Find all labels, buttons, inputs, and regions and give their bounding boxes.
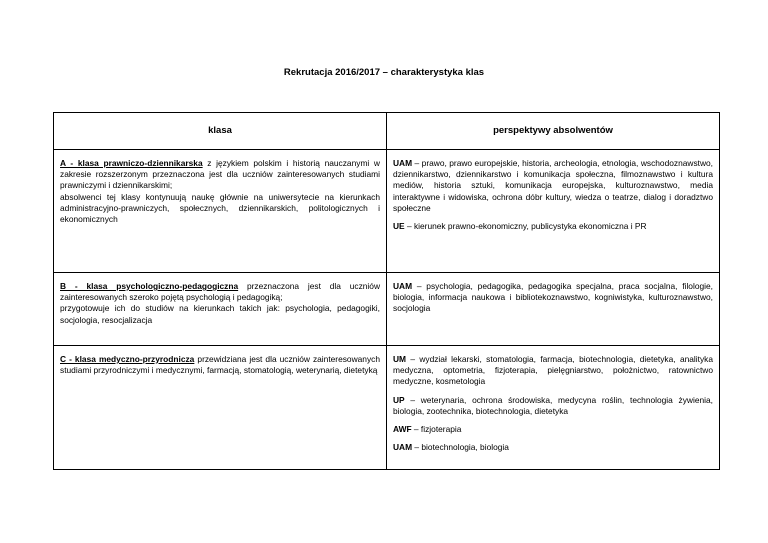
university-name: UAM (393, 158, 413, 168)
class-description: przewidziana jest dla uczniów zainteresowanych studiami przyrodniczymi i medycznymi, farmacją, stomatologią, weterynarią, dietetyką (60, 354, 380, 376)
table-row (54, 150, 720, 273)
class-name: A - klasa prawniczo-dziennikarska (60, 158, 203, 168)
university-name: AWF (393, 424, 412, 435)
table-row (54, 273, 720, 346)
prospects-cell (387, 273, 720, 346)
prospect-text: – weterynaria, ochrona środowiska, medycyna roślin, technologia żywienia, biologia, zootechnika, biotechnologia, dietetyka (393, 394, 713, 416)
university-name: UAM (393, 442, 413, 453)
class-description-2: przygotowuje ich do studiów na kierunkach takich jak: psychologia, pedagogiki, socjologia, resocjalizacja (60, 303, 380, 325)
university-name: UE (393, 221, 405, 232)
university-name: UAM (393, 281, 413, 291)
class-description: z językiem polskim i historią nauczanymi w zakresie rozszerzonym przeznaczona jest dla uczniów zainteresowanych studiami prawniczymi i dziennikarskimi; (60, 158, 380, 191)
class-cell (54, 346, 387, 470)
prospect-text: – wydział lekarski, stomatologia, farmacja, biotechnologia, dietetyka, analityka medyczna, optometria, fizjoterapia, pielęgniarstwo, położnictwo, ratownictwo medyczne, kosmetologia (393, 354, 713, 387)
prospect-text: – psychologia, pedagogika, pedagogika specjalna, praca socjalna, filologie, biologia, informacja naukowa i bibliotekoznawstwo, kogniwistyka, kulturoznawstwo, socjologia (393, 281, 713, 314)
prospects-cell (387, 150, 720, 273)
class-cell (54, 273, 387, 346)
class-description-2: absolwenci tej klasy kontynuują naukę głównie na uniwersytecie na kierunkach administracyjno-prawniczych, społecznych, dziennikarskich, politologicznych i ekonomicznych (60, 191, 380, 225)
class-cell (54, 150, 387, 273)
header-class: klasa (54, 113, 387, 150)
header-prospects: perspektywy absolwentów (387, 113, 720, 150)
class-description: przeznaczona jest dla uczniów zainteresowanych szeroko pojętą psychologią i pedagogiką; (60, 281, 380, 303)
class-name: C - klasa medyczno-przyrodnicza (60, 354, 195, 364)
university-name: UM (393, 354, 407, 364)
university-name: UP (393, 394, 405, 405)
prospect-text: – biotechnologia, biologia (412, 442, 509, 453)
prospect-text: – kierunek prawno-ekonomiczny, publicystyka ekonomiczna i PR (404, 221, 647, 232)
prospects-cell (387, 346, 720, 470)
prospect-text: – prawo, prawo europejskie, historia, archeologia, etnologia, wschodoznawstwo, dziennikarstwo, dziennikarstwo i komunikacja społeczna, filmoznawstwo i kultura mediów, historia sztuki, komunikacja europejska, kulturoznawstwo, media interaktywne i widowiska, ochrona dóbr kultury, wiedza o teatrze, dialog i doradztwo społeczne (393, 158, 713, 213)
classes-table (53, 112, 720, 470)
class-name: B - klasa psychologiczno-pedagogiczna (60, 281, 239, 291)
prospect-text: – fizjoterapia (411, 424, 462, 435)
table-row (54, 346, 720, 470)
document-title: Rekrutacja 2016/2017 – charakterystyka klas (283, 67, 485, 78)
table-header-row (54, 113, 720, 150)
